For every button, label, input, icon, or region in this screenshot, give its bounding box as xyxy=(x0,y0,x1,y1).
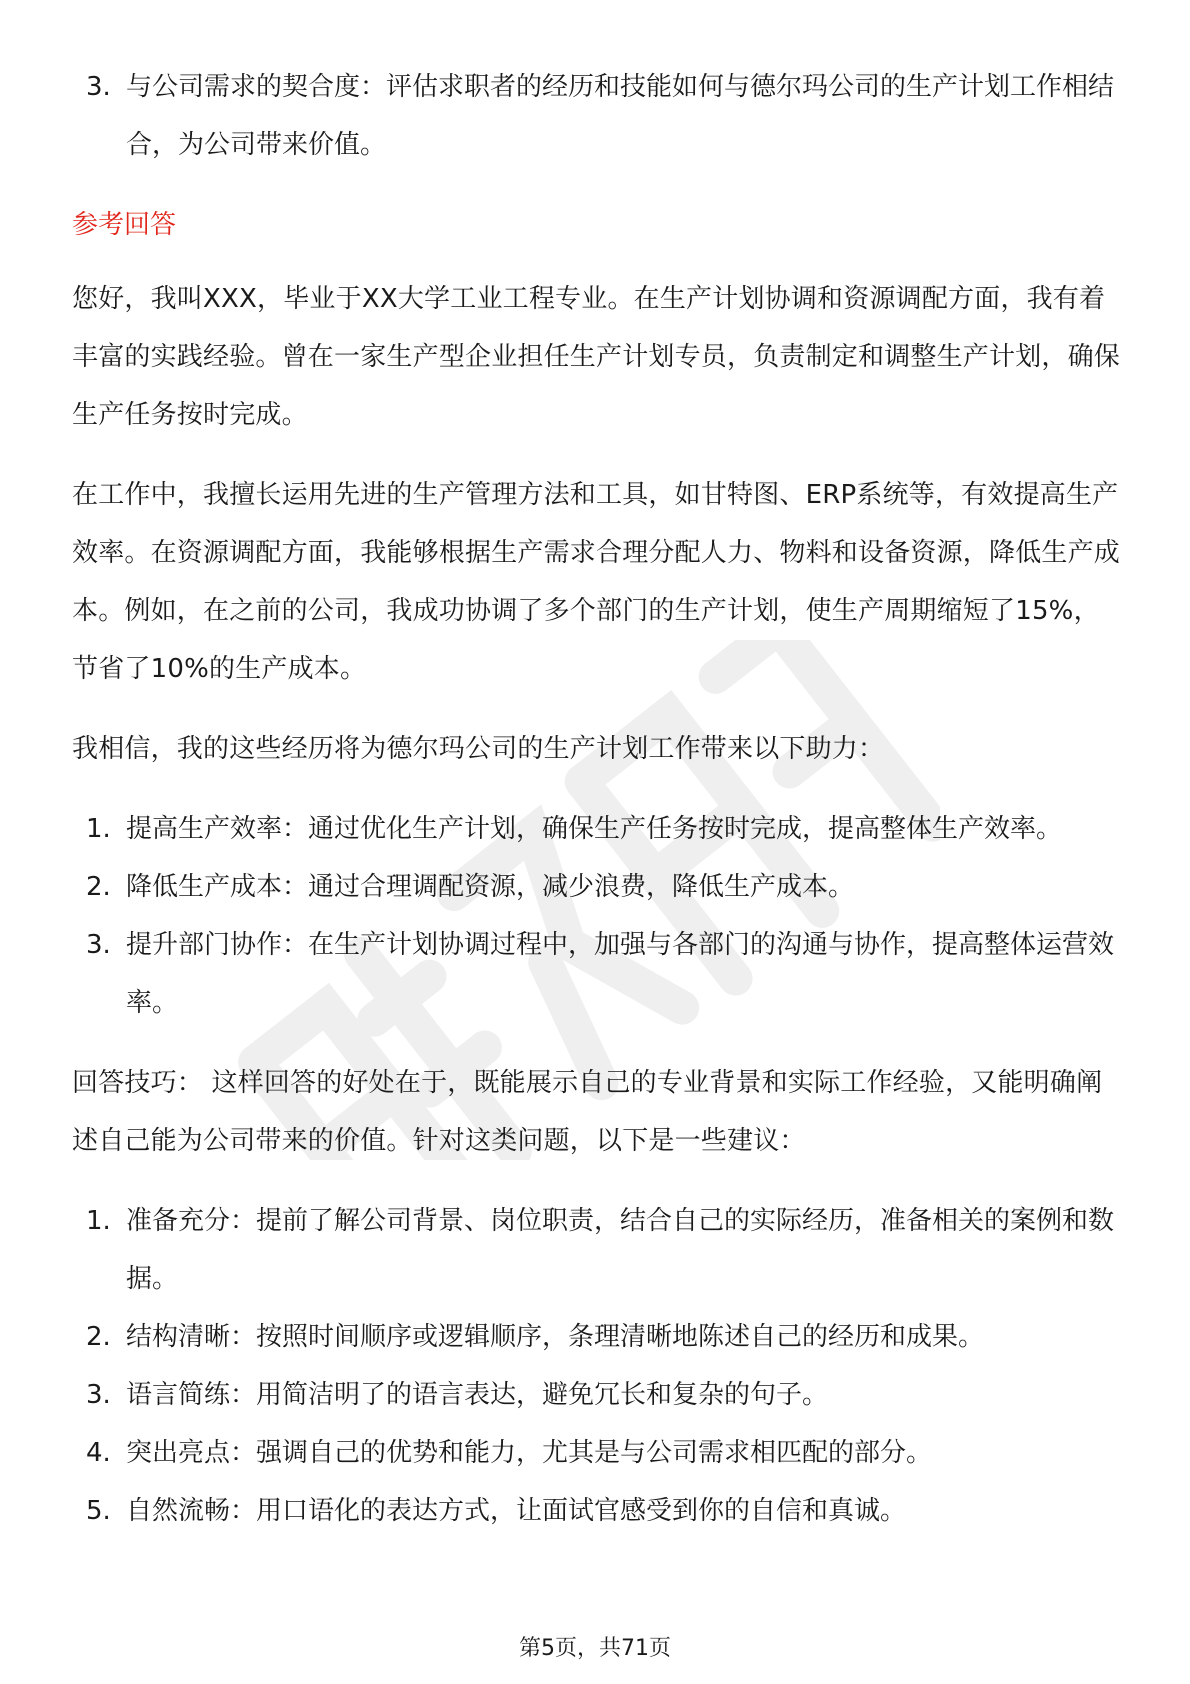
list-number: 3. xyxy=(86,72,111,102)
document-body xyxy=(72,58,1122,1562)
answer-paragraph-1: 您好，我叫XXX，毕业于XX大学工业工程专业。在生产计划协调和资源调配方面，我有着丰富的实践经验。曾在一家生产型企业担任生产计划专员，负责制定和调整生产计划，确保生产任务按时完成。 xyxy=(72,284,1121,430)
list-text: 与公司需求的契合度：评估求职者的经历和技能如何与德尔玛公司的生产计划工作相结合，为公司带来价值。 xyxy=(126,72,1115,160)
list-number: 2. xyxy=(86,1322,111,1352)
list-text: 提高生产效率：通过优化生产计划，确保生产任务按时完成，提高整体生产效率。 xyxy=(126,814,1063,844)
tips-paragraph: 回答技巧： 这样回答的好处在于，既能展示自己的专业背景和实际工作经验，又能明确阐述自己能为公司带来的价值。针对这类问题，以下是一些建议： xyxy=(72,1068,1103,1156)
list-number: 5. xyxy=(86,1496,111,1526)
list-text: 降低生产成本：通过合理调配资源，减少浪费，降低生产成本。 xyxy=(126,872,855,902)
list-number: 1. xyxy=(86,814,111,844)
list-item xyxy=(72,858,1122,916)
list-number: 2. xyxy=(86,872,111,902)
list-item xyxy=(72,1424,1122,1482)
answer-paragraph-3: 我相信，我的这些经历将为德尔玛公司的生产计划工作带来以下助力： xyxy=(72,734,885,764)
list-text: 结构清晰：按照时间顺序或逻辑顺序，条理清晰地陈述自己的经历和成果。 xyxy=(126,1322,985,1352)
list-text: 自然流畅：用口语化的表达方式，让面试官感受到你的自信和真诚。 xyxy=(126,1496,907,1526)
list-text: 语言简练：用简洁明了的语言表达，避免冗长和复杂的句子。 xyxy=(126,1380,829,1410)
list-item xyxy=(72,58,1122,174)
page-number-footer: 第5页，共71页 xyxy=(519,1636,671,1661)
list-number: 3. xyxy=(86,930,111,960)
list-item xyxy=(72,1482,1122,1540)
list-number: 4. xyxy=(86,1438,111,1468)
list-text: 提升部门协作：在生产计划协调过程中，加强与各部门的沟通与协作，提高整体运营效率。 xyxy=(126,930,1115,1018)
reference-answer-heading: 参考回答 xyxy=(72,210,177,240)
criteria-list xyxy=(72,58,1122,174)
help-list xyxy=(72,800,1122,1032)
list-text: 突出亮点：强调自己的优势和能力，尤其是与公司需求相匹配的部分。 xyxy=(126,1438,933,1468)
list-item xyxy=(72,1366,1122,1424)
tips-list xyxy=(72,1192,1122,1540)
answer-paragraph-2: 在工作中，我擅长运用先进的生产管理方法和工具，如甘特图、ERP系统等，有效提高生产效率。在资源调配方面，我能够根据生产需求合理分配人力、物料和设备资源，降低生产成本。例如，在之前的公司，我成功协调了多个部门的生产计划，使生产周期缩短了15%，节省了10%的生产成本。 xyxy=(72,480,1121,684)
list-number: 3. xyxy=(86,1380,111,1410)
list-text: 准备充分：提前了解公司背景、岗位职责，结合自己的实际经历，准备相关的案例和数据。 xyxy=(126,1206,1115,1294)
list-number: 1. xyxy=(86,1206,111,1236)
list-item xyxy=(72,1308,1122,1366)
list-item xyxy=(72,1192,1122,1308)
list-item xyxy=(72,800,1122,858)
list-item xyxy=(72,916,1122,1032)
